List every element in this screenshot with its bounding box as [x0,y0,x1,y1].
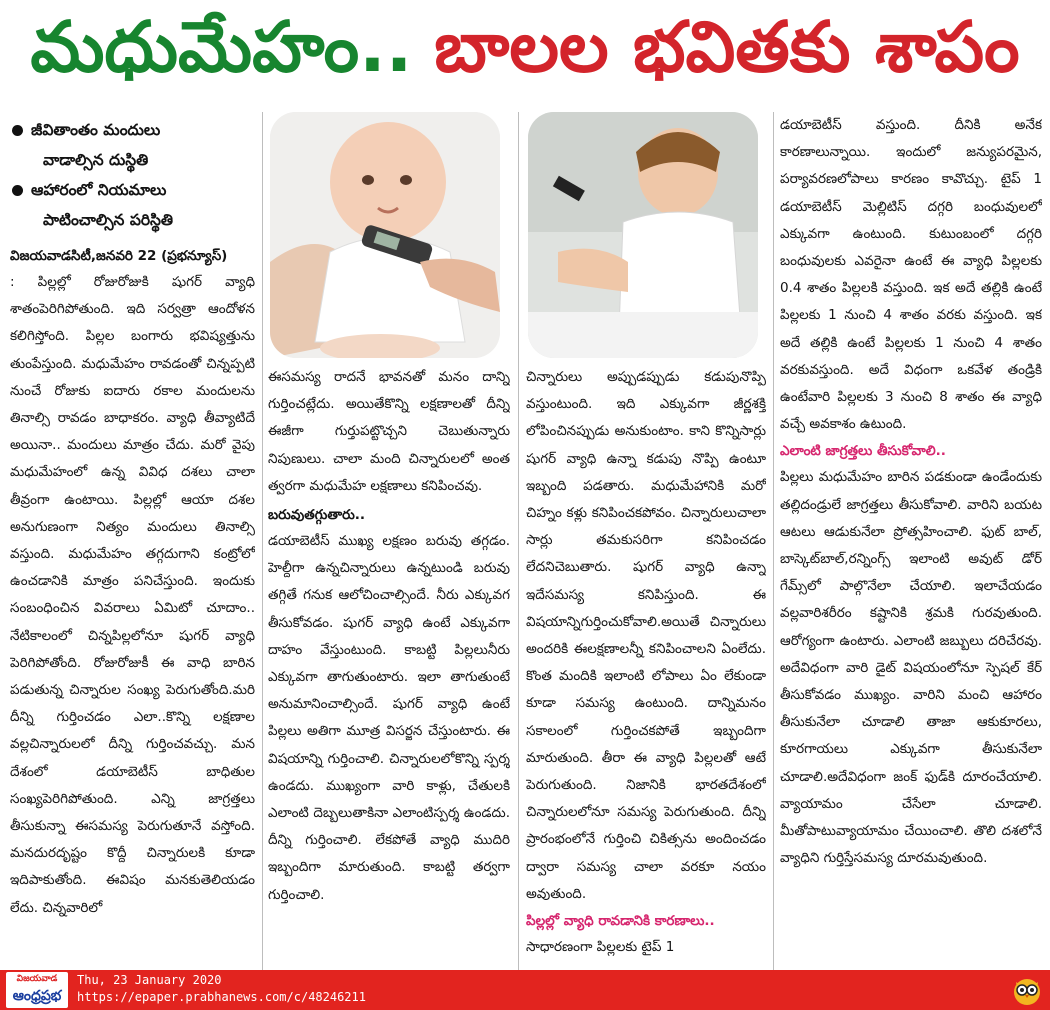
bullet-icon [12,125,23,136]
bullet-point-2 [10,175,255,235]
bullet-line: జీవితాంతం మందులు [31,121,161,139]
headline [0,0,1050,110]
baby-glucometer-photo [270,112,500,358]
bullet-point-1 [10,115,255,175]
bullet-line: పాటించాల్సిన పరిస్థితి [43,211,174,229]
article-paragraph: చిన్నారులు అప్పుడప్పుడు కడుపునొప్పి వస్తుంటుంది. ఇది ఎక్కువగా జీర్ణశక్తి లోపించినప్పుడు అనుకుంటాం. కాని కొన్నిసార్లు షుగర్ వ్యాధి ఉన్నా కడుపు నొప్పి ఉంటూ ఇబ్బంది పడతారు. మధుమేహానికి మరో చిహ్నం కళ్లు కనిపించకపోవం. చిన్నారులుచాలా సార్లు తమకుసరిగా కనిపించడం లేదనిచెబుతారు. షుగర్ వ్యాధి ఉన్నా ఇదేసమస్య కనిపిస్తుంది. ఈ విషయాన్నిగుర్తించుకోవాలి.అయితే చిన్నారులు అందరికి ఈలక్షణాలన్నీ కనిపించాలని ఏంలేదు. కొంత మందికి ఇలాంటి లోపాలు ఏం లేకుండా కూడా సమస్య ఉంటుంది. దాన్నిమనం సకాలంలో గుర్తించకపోతే ఇబ్బందిగా మారుతుంది. తీరా ఈ వ్యాధి పిల్లలతో ఆటే పెరుగుతుంది. నిజానికి భారతదేశంలో చిన్నారులలోనూ సమస్య పెరుగుతుంది. దీన్ని ప్రారంభంలోనే గుర్తించి చికిత్సను అందించడం ద్వారా సమస్య చాలా వరకూ నయం అవుతుంది. [526,369,766,902]
subheading: పిల్లల్లో వ్యాధి రావడానికి కారణాలు.. [526,913,715,930]
footer-bar [0,970,1050,1010]
article-paragraph: డయాబెటీస్ ముఖ్య లక్షణం బరువు తగ్గడం. హెల్దీగా ఉన్నచిన్నారులు ఉన్నటుండి బరువు తగ్గితే గనుక ఆలోచించాల్సిందే. నీరు ఎక్కువగ తీసుకోవడం. షుగర్ వ్యాధి ఉంటే ఎక్కువగా దాహం వేస్తుంటుంది. కాబట్టి పిల్లలునీరు ఎక్కువగా తాగుతుంటారు. ఇలా తాగుతుంటే అనుమానించాల్సిందే. షుగర్ వ్యాధి ఉంటే పిల్లలు అతిగా మూత్ర విసర్జన చేస్తుంటారు. ఈ విషయాన్ని గుర్తించాలి. చిన్నారులలోకొన్ని స్పర్శ ఉండదు. ముఖ్యంగా వారి కాళ్లు, చేతులకి ఎలాంటి దెబ్బలుతాకినా ఎలాంటిస్పర్శ ఉండదు. దీన్ని గుర్తించాలి. లేకపోతే వ్యాధి ముదిరి ఇబ్బందిగా మారుతుంది. కాబట్టి తర్వగా గుర్తించాలి. [268,533,510,903]
subheading: బరువుతగ్గుతారు.. [268,507,366,524]
boy-glucose-test-photo [528,112,758,358]
epaper-link[interactable]: https://epaper.prabhanews.com/c/48246211 [77,990,366,1004]
article-column-4 [780,112,1042,970]
subheading: ఎలాంటి జాగ్రత్తలు తీసుకోవాలి.. [780,443,946,460]
article-paragraph: పిల్లలు మధుమేహం బారిన పడకుండా ఉండేందుకు తల్లిదండ్రులే జాగ్రత్తలు తీసుకోవాలి. వారిని బయట ఆటలు ఆడుకునేలా ప్రోత్సహించాలి. ఫుట్ బాల్, బాస్కెట్‌బాల్,రన్నింగ్స్ ఇలాంటి అవుట్ డోర్ గేమ్స్‌లో పాల్గొనేలా చేయాలి. ఇలాచేయడం వల్లవారిశరీరం కష్టానికి శ్రమకి గురవుతుంది. ఆరోగ్యంగా ఉంటారు. ఎలాంటి జబ్బులు దరిచేరవు. అదేవిధంగా వారి డైట్ విషయంలోనూ స్పెషల్ కేర్ తీసుకోవడం ముఖ్యం. వారిని మంచి ఆహారం తీసుకునేలా చూడాలి తాజా ఆకుకూరలు, కూరగాయలు ఎక్కువగా తీసుకునేలా చూడాలి.అదేవిధంగా జంక్ ఫుడ్‌కి దూరంచేయాలి. వ్యాయామం చేసేలా చూడాలి. మీతోపాటువ్యాయామం చేయించాలి. తొలి దశలోనే వ్యాధిని గుర్తిస్తేసమస్య దూరమవుతుంది. [780,469,1042,867]
bullet-line: వాడాల్సిన దుస్థితి [43,151,149,169]
bullet-icon [12,185,23,196]
dateline: విజయవాడసిటీ,జనవరి 22 (ప్రభన్యూస్) [10,248,228,264]
article-paragraph: డయాబెటీస్ వస్తుంది. దీనికి అనేక కారణాలున్నాయి. ఇందులో జన్యుపరమైన, పర్యావరణలోపాలు కారణం కావొచ్చు. టైప్ 1 డయాబెటీస్ మెల్లిటిస్ దగ్గరి బంధువులలో ఎక్కువగా ఉంటుంది. కుటుంబంలో దగ్గరి బంధువులకు ఎవరైనా ఉంటే ఈ వ్యాధి పిల్లలకు 0.4 శాతం పిల్లలకి వస్తుంది. ఇక అదే తల్లికి ఉంటే పిల్లలకు 1 నుంచి 4 శాతం వరకు వస్తుంది. ఇక అదే తల్లికి ఉంటే పిల్లలకు 1 నుంచి 4 శాతం వరకువస్తుంది. అదే విధంగా ఒకవేళ తండ్రికి ఉంటేవారి పిల్లలకు 3 నుంచి 8 శాతం ఈ వ్యాధి వచ్చే అవకాశం ఉటుంది. [780,117,1042,433]
headline-part2: బాలల భవితకు శాపం [434,5,1020,88]
newspaper-logo [6,972,68,1008]
article-paragraph: సాధారణంగా పిల్లలకు టైప్ 1 [526,939,675,956]
headline-part1: మధుమేహం.. [30,5,413,88]
article-column-1 [10,115,255,970]
column-divider [518,112,519,970]
owl-icon [1011,974,1043,1006]
article-column-3 [526,112,766,970]
edition-date: Thu, 23 January 2020 [77,973,222,987]
bullet-line: ఆహారంలో నియమాలు [31,181,167,199]
column-divider [262,112,263,970]
column-divider [773,112,774,970]
article-paragraph: : పిల్లల్లో రోజురోజుకి షుగర్ వ్యాధి శాతంపెరిగిపోతుంది. ఇది సర్వత్రా ఆందోళన కలిగిస్తోంది. పిల్లల బంగారు భవిష్యత్తును తుంపేస్తుంది. మధుమేహం రావడంతో చిన్నప్పటి నుంచే రోజుకు ఐదారు రకాల మందులను తినాల్సి రావడం బాధాకరం. వ్యాధి తీవ్యాటిదే అయినా.. మందులు మాత్రం చేదు. మరో వైపు మధుమేహంలో ఉన్న వివిధ దశలు చాలా తీవ్రంగా ఉంటాయి. పిల్లల్లో ఆయా దశల అనుగుణంగా నిత్యం మందులు తినాల్సి వస్తుంది. మధుమేహం తగ్గదుగాని కంట్రోలో ఉంచడానికి మాత్రం పనిచేస్తుంది. ఇందుకు సంబంధించిన వివరాలు ఏమిటో చూదాం.. నేటికాలంలో చిన్నపిల్లలోనూ షుగర్ వ్యాధి పెరిగిపోతోంది. రోజురోజుకీ ఈ వాధి బారిన పడుతున్న చిన్నారుల సంఖ్య పెరుగుతోంది.మరి దీన్ని గుర్తించడం ఎలా..కొన్ని లక్షణాల వల్లచిన్నారులలో దీన్ని గుర్తించవచ్చు. మన దేశంలో డయాబెటీస్ బాధితుల సంఖ్యపెరిగిపోతుంది. ఎన్ని జాగ్రత్తలు తీసుకున్నా ఈసమస్య పెరుగుతూనే వస్తోంది. మనదురదృష్టం కొద్దీ చిన్నారులకి కూడా ఇదిపాకుతోంది. ఈవిషం మనకుతెలియడం లేదు. చిన్నవారిలో [10,274,255,916]
article-column-2 [268,112,510,970]
logo-edition: విజయవాడ [16,974,58,984]
article-paragraph: ఈసమస్య రాదనే భావనతో మనం దాన్ని గుర్తించట్లేదు. అయితేకొన్ని లక్షణాలతో దీన్ని ఈజీగా గుర్తుపట్టొచ్చని చెబుతున్నారు నిపుణులు. చాలా మంది చిన్నారులలో అంత త్వరగా మధుమేహ లక్షణాలు కనిపించవు. [268,369,510,494]
logo-title: ఆంధ్రప్రభ [12,988,62,1004]
